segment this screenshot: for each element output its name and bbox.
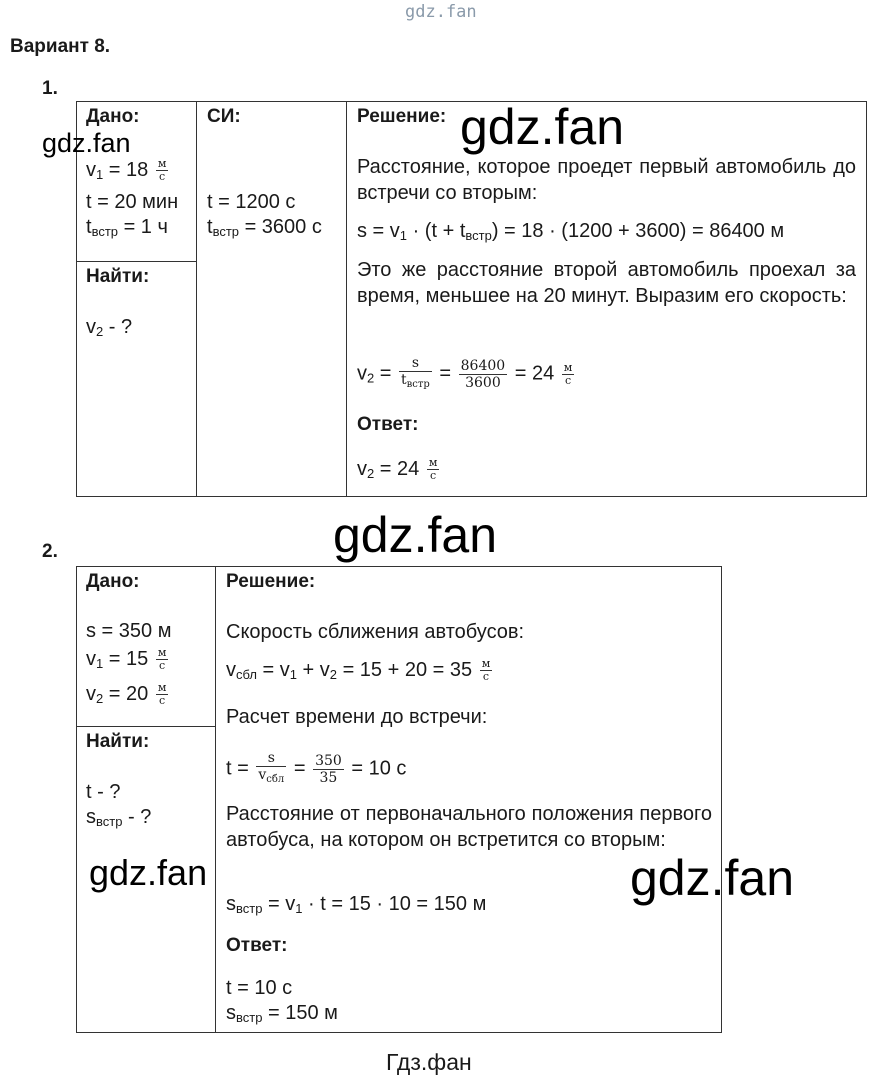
task1-answer-header: Ответ: bbox=[357, 414, 419, 435]
task2-solution-eq3: $s_{встр} = v_1 \cdot t = 15 \cdot 10 = 150$ м bbox=[226, 893, 487, 916]
watermark: gdz.fan bbox=[89, 852, 208, 893]
task2-solution-p3: Расстояние от первоначального положения первого автобуса, на котором он встретится со вторым: bbox=[226, 803, 712, 851]
task1-si-tv: $t_{встр} = 3600$ с bbox=[207, 216, 322, 239]
watermark: gdz.fan bbox=[42, 128, 131, 158]
task2-find-header: Найти: bbox=[86, 731, 150, 752]
task2-solution-p1: Скорость сближения автобусов: bbox=[226, 621, 525, 643]
task1-given-t: t = 20 мин bbox=[86, 191, 179, 213]
task1-si-header: СИ: bbox=[207, 106, 241, 127]
task1-solution-header: Решение: bbox=[357, 106, 447, 127]
header-watermark: gdz.fan bbox=[405, 2, 477, 22]
task2-answer-header: Ответ: bbox=[226, 935, 288, 956]
task1-solution-p2: Это же расстояние второй автомобиль проехал за время, меньшее на 20 минут. Выразим его скорость: bbox=[357, 259, 856, 307]
task2-answer-s: $s_{встр} = 150$ м bbox=[226, 1002, 338, 1025]
watermark: gdz.fan bbox=[333, 507, 498, 563]
unit-fraction: $\frac{м}{с}$ bbox=[428, 456, 438, 483]
page-title: Вариант 8. bbox=[10, 36, 111, 57]
fraction-numeric: $\frac{350}{35}$ bbox=[315, 752, 342, 786]
task2-find-s: $s_{встр}$ - ? bbox=[86, 806, 152, 829]
task2-solution-header: Решение: bbox=[226, 571, 316, 592]
task1-find: $v_2$ - ? bbox=[86, 316, 133, 339]
task1-solution-p1: Расстояние, которое проедет первый автомобиль до встречи со вторым: bbox=[357, 156, 856, 204]
task1-given-v1: $v_1 = 18$ $\frac{м}{с}$ bbox=[86, 157, 167, 184]
unit-fraction: $\frac{м}{с}$ bbox=[563, 360, 573, 387]
fraction-s-over-t: $\frac{s}{t_{встр}}$ bbox=[401, 355, 430, 390]
task2-given-v2: $v_2 = 20$ $\frac{м}{с}$ bbox=[86, 681, 167, 708]
fraction-s-over-v: $\frac{s}{v_{сбл}}$ bbox=[258, 750, 285, 785]
task2-solution-eq2: t = $\frac{s}{v_{сбл}}$ = $\frac{350}{35}$ = 10 с bbox=[226, 750, 406, 788]
unit-fraction: $\frac{м}{с}$ bbox=[481, 657, 491, 684]
task1-given-tv: $t_{встр} = 1$ ч bbox=[86, 216, 168, 239]
task2-solution-eq1: $v_{сбл} = v_1 + v_2 = 15 + 20 = 35$ $\frac{м}{с}$ bbox=[226, 657, 491, 684]
task1-find-header: Найти: bbox=[86, 266, 150, 287]
task2-answer-t: t = 10 с bbox=[226, 977, 293, 999]
task1-given-header: Дано: bbox=[86, 106, 140, 127]
footer-text: Гдз.фан bbox=[386, 1049, 472, 1075]
task2-given-s: s = 350 м bbox=[86, 620, 172, 642]
unit-fraction: $\frac{м}{с}$ bbox=[157, 157, 167, 184]
fraction-numeric: $\frac{86400}{3600}$ bbox=[460, 357, 506, 391]
unit-fraction: $\frac{м}{с}$ bbox=[157, 646, 167, 673]
task2-given-v1: $v_1 = 15$ $\frac{м}{с}$ bbox=[86, 646, 167, 673]
watermark: gdz.fan bbox=[460, 99, 625, 155]
task1-answer: $v_2 = 24$ $\frac{м}{с}$ bbox=[357, 456, 438, 483]
unit-fraction: $\frac{м}{с}$ bbox=[157, 681, 167, 708]
task2-number: 2. bbox=[42, 541, 58, 562]
task2-given-header: Дано: bbox=[86, 571, 140, 592]
watermark: gdz.fan bbox=[630, 850, 795, 906]
task1-solution-eq1: $s = v_1 \cdot (t + t_{встр}) = 18 \cdot (1200 + 3600) = 86400$ м bbox=[357, 220, 785, 243]
task1-number: 1. bbox=[42, 78, 58, 99]
task1-si-t: t = 1200 с bbox=[207, 191, 296, 213]
task2-solution-p2: Расчет времени до встречи: bbox=[226, 706, 488, 728]
task2-find-t: t - ? bbox=[86, 781, 121, 803]
task1-solution-eq2: $v_2$ = $\frac{s}{t_{встр}}$ = $\frac{86400}{3600}$ = 24 $\frac{м}{с}$ bbox=[357, 355, 576, 393]
